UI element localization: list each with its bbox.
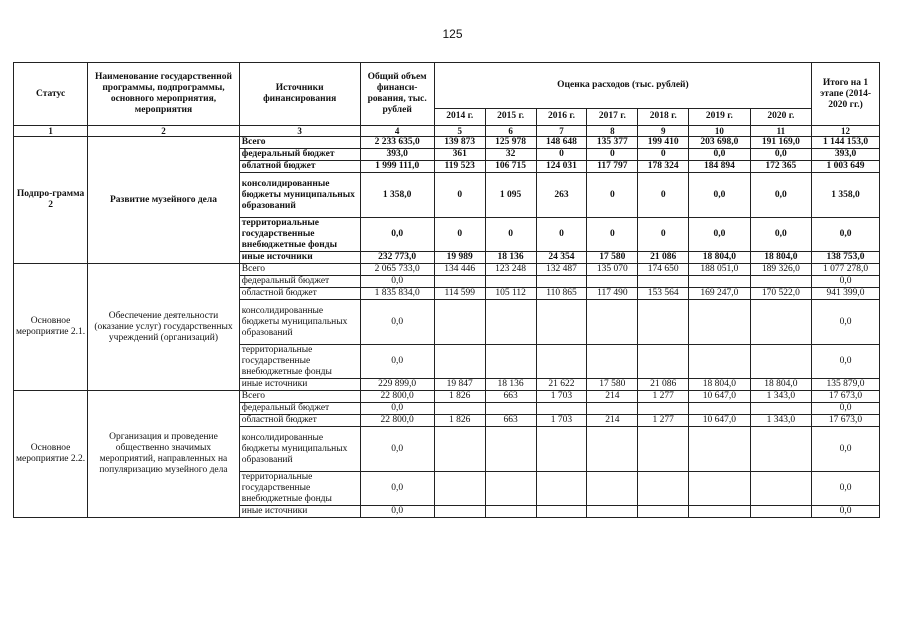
year-value (434, 427, 485, 472)
year-value (638, 427, 689, 472)
stage-total-value: 135 879,0 (812, 379, 880, 391)
year-value: 135 377 (587, 137, 638, 149)
year-value (434, 472, 485, 506)
funding-source: Всего (239, 264, 360, 276)
year-value (750, 472, 811, 506)
year-value (587, 506, 638, 518)
year-value: 148 648 (536, 137, 587, 149)
year-value (689, 506, 750, 518)
year-value: 199 410 (638, 137, 689, 149)
year-value: 178 324 (638, 161, 689, 173)
column-number: 10 (689, 126, 750, 137)
year-value: 191 169,0 (750, 137, 811, 149)
year-value (638, 472, 689, 506)
year-value: 0,0 (689, 149, 750, 161)
year-value (750, 276, 811, 288)
year-value (536, 427, 587, 472)
block-name: Развитие музейного дела (88, 137, 240, 264)
column-number: 8 (587, 126, 638, 137)
year-value: 0 (638, 218, 689, 252)
year-value: 124 031 (536, 161, 587, 173)
year-value: 32 (485, 149, 536, 161)
header-total: Общий объем финанси-рования, тыс. рублей (360, 63, 434, 126)
year-value: 19 989 (434, 252, 485, 264)
stage-total-value: 17 673,0 (812, 415, 880, 427)
year-value: 106 715 (485, 161, 536, 173)
year-value: 0,0 (750, 173, 811, 218)
year-value: 0,0 (689, 173, 750, 218)
funding-source: областной бюджет (239, 288, 360, 300)
year-value: 0 (638, 149, 689, 161)
year-value (434, 276, 485, 288)
year-value (587, 345, 638, 379)
total-value: 0,0 (360, 218, 434, 252)
year-value (485, 403, 536, 415)
stage-total-value: 1 077 278,0 (812, 264, 880, 276)
funding-source: облатной бюджет (239, 161, 360, 173)
column-number: 5 (434, 126, 485, 137)
stage-total-value: 393,0 (812, 149, 880, 161)
funding-source: консолидированные бюджеты муниципальных образований (239, 300, 360, 345)
funding-source: иные источники (239, 379, 360, 391)
year-value: 361 (434, 149, 485, 161)
year-value: 125 978 (485, 137, 536, 149)
year-value: 0 (536, 149, 587, 161)
year-value (638, 345, 689, 379)
stage-total-value: 138 753,0 (812, 252, 880, 264)
year-value: 0,0 (750, 218, 811, 252)
block-name: Обеспечение деятельности (оказание услуг) государственных учреждений (организаций) (88, 264, 240, 391)
column-number: 4 (360, 126, 434, 137)
year-value: 18 136 (485, 379, 536, 391)
year-value: 0 (587, 218, 638, 252)
year-value: 184 894 (689, 161, 750, 173)
year-value: 18 804,0 (750, 379, 811, 391)
table-row (14, 391, 880, 403)
year-value (485, 427, 536, 472)
total-value: 0,0 (360, 276, 434, 288)
block-status: Основное мероприятие 2.2. (14, 391, 88, 518)
year-value: 1 277 (638, 391, 689, 403)
year-value (485, 345, 536, 379)
year-value: 1 703 (536, 391, 587, 403)
year-value: 10 647,0 (689, 391, 750, 403)
header-year: 2019 г. (689, 108, 750, 125)
year-value: 0 (434, 218, 485, 252)
total-value: 1 835 834,0 (360, 288, 434, 300)
year-value: 114 599 (434, 288, 485, 300)
year-value: 172 365 (750, 161, 811, 173)
total-value: 0,0 (360, 345, 434, 379)
year-value: 189 326,0 (750, 264, 811, 276)
column-number: 12 (812, 126, 880, 137)
expense-table (13, 62, 880, 518)
year-value (536, 276, 587, 288)
year-value: 21 086 (638, 252, 689, 264)
year-value: 0 (587, 149, 638, 161)
year-value: 21 086 (638, 379, 689, 391)
column-number: 11 (750, 126, 811, 137)
stage-total-value: 0,0 (812, 472, 880, 506)
header-name: Наименование государственной программы, подпрограммы, основного мероприятия, мероприятия (88, 63, 240, 126)
header-year: 2018 г. (638, 108, 689, 125)
year-value (536, 403, 587, 415)
stage-total-value: 0,0 (812, 300, 880, 345)
stage-total-value: 0,0 (812, 276, 880, 288)
column-number: 1 (14, 126, 88, 137)
funding-source: федеральный бюджет (239, 276, 360, 288)
total-value: 0,0 (360, 300, 434, 345)
year-value: 214 (587, 391, 638, 403)
column-number: 9 (638, 126, 689, 137)
page-number: 125 (442, 27, 463, 41)
funding-source: консолидированные бюджеты муниципальных образований (239, 173, 360, 218)
year-value: 0 (536, 218, 587, 252)
total-value: 0,0 (360, 427, 434, 472)
stage-total-value: 0,0 (812, 345, 880, 379)
funding-source: территориальные государственные внебюджетные фонды (239, 218, 360, 252)
year-value: 18 804,0 (689, 252, 750, 264)
year-value: 174 650 (638, 264, 689, 276)
year-value (689, 472, 750, 506)
year-value: 117 490 (587, 288, 638, 300)
year-value (434, 345, 485, 379)
year-value (587, 472, 638, 506)
header-estimate: Оценка расходов (тыс. рублей) (434, 63, 811, 109)
year-value: 135 070 (587, 264, 638, 276)
block-name: Организация и проведение общественно значимых мероприятий, направленных на популяризацию музейного дела (88, 391, 240, 518)
year-value (587, 276, 638, 288)
total-value: 22 800,0 (360, 391, 434, 403)
year-value: 18 804,0 (689, 379, 750, 391)
year-value (485, 472, 536, 506)
total-value: 2 233 635,0 (360, 137, 434, 149)
total-value: 1 358,0 (360, 173, 434, 218)
stage-total-value: 1 003 649 (812, 161, 880, 173)
header-year: 2015 г. (485, 108, 536, 125)
table-row (14, 137, 880, 149)
year-value (750, 427, 811, 472)
year-value (536, 472, 587, 506)
column-number: 3 (239, 126, 360, 137)
year-value: 19 847 (434, 379, 485, 391)
block-status: Основное мероприятие 2.1. (14, 264, 88, 391)
funding-source: иные источники (239, 506, 360, 518)
year-value (485, 276, 536, 288)
year-value: 1 826 (434, 415, 485, 427)
year-value: 203 698,0 (689, 137, 750, 149)
funding-source: консолидированные бюджеты муниципальных образований (239, 427, 360, 472)
year-value: 139 873 (434, 137, 485, 149)
year-value: 18 136 (485, 252, 536, 264)
funding-source: территориальные государственные внебюджетные фонды (239, 472, 360, 506)
year-value: 153 564 (638, 288, 689, 300)
stage-total-value: 941 399,0 (812, 288, 880, 300)
funding-source: Всего (239, 137, 360, 149)
column-number: 7 (536, 126, 587, 137)
year-value (750, 300, 811, 345)
year-value (587, 300, 638, 345)
year-value: 110 865 (536, 288, 587, 300)
year-value (689, 345, 750, 379)
year-value (587, 427, 638, 472)
year-value: 17 580 (587, 379, 638, 391)
column-number-row (14, 126, 880, 137)
year-value: 170 522,0 (750, 288, 811, 300)
year-value: 21 622 (536, 379, 587, 391)
year-value (536, 506, 587, 518)
year-value (536, 300, 587, 345)
year-value (638, 300, 689, 345)
year-value (638, 276, 689, 288)
year-value: 0 (434, 173, 485, 218)
header-source: Источники финансирования (239, 63, 360, 126)
funding-source: территориальные государственные внебюджетные фонды (239, 345, 360, 379)
year-value (689, 276, 750, 288)
year-value (485, 506, 536, 518)
total-value: 229 899,0 (360, 379, 434, 391)
year-value: 663 (485, 391, 536, 403)
year-value (689, 403, 750, 415)
year-value: 123 248 (485, 264, 536, 276)
funding-source: федеральный бюджет (239, 403, 360, 415)
header-status: Статус (14, 63, 88, 126)
stage-total-value: 0,0 (812, 506, 880, 518)
year-value (750, 345, 811, 379)
year-value (689, 427, 750, 472)
total-value: 232 773,0 (360, 252, 434, 264)
year-value (689, 300, 750, 345)
total-value: 393,0 (360, 149, 434, 161)
year-value (587, 403, 638, 415)
year-value: 132 487 (536, 264, 587, 276)
year-value (750, 403, 811, 415)
stage-total-value: 1 144 153,0 (812, 137, 880, 149)
total-value: 0,0 (360, 472, 434, 506)
year-value: 169 247,0 (689, 288, 750, 300)
block-status: Подпро-грамма 2 (14, 137, 88, 264)
year-value: 663 (485, 415, 536, 427)
stage-total-value: 0,0 (812, 427, 880, 472)
funding-source: областной бюджет (239, 415, 360, 427)
year-value: 119 523 (434, 161, 485, 173)
year-value: 24 354 (536, 252, 587, 264)
year-value: 0 (638, 173, 689, 218)
year-value: 0,0 (689, 218, 750, 252)
year-value (536, 345, 587, 379)
year-value: 105 112 (485, 288, 536, 300)
total-value: 0,0 (360, 506, 434, 518)
year-value: 10 647,0 (689, 415, 750, 427)
column-number: 2 (88, 126, 240, 137)
total-value: 1 999 111,0 (360, 161, 434, 173)
year-value: 1 277 (638, 415, 689, 427)
year-value: 0,0 (750, 149, 811, 161)
year-value: 1 826 (434, 391, 485, 403)
year-value (434, 506, 485, 518)
header-year: 2016 г. (536, 108, 587, 125)
funding-source: Всего (239, 391, 360, 403)
year-value: 1 095 (485, 173, 536, 218)
year-value: 0 (485, 218, 536, 252)
year-value: 134 446 (434, 264, 485, 276)
total-value: 0,0 (360, 403, 434, 415)
stage-total-value: 1 358,0 (812, 173, 880, 218)
header-stage-total: Итого на 1 этапе (2014-2020 гг.) (812, 63, 880, 126)
funding-source: федеральный бюджет (239, 149, 360, 161)
total-value: 22 800,0 (360, 415, 434, 427)
year-value (434, 300, 485, 345)
year-value: 188 051,0 (689, 264, 750, 276)
year-value: 18 804,0 (750, 252, 811, 264)
header-year: 2017 г. (587, 108, 638, 125)
stage-total-value: 0,0 (812, 218, 880, 252)
year-value (434, 403, 485, 415)
year-value: 263 (536, 173, 587, 218)
year-value (750, 506, 811, 518)
year-value (638, 506, 689, 518)
year-value: 117 797 (587, 161, 638, 173)
year-value: 17 580 (587, 252, 638, 264)
stage-total-value: 17 673,0 (812, 391, 880, 403)
funding-source: иные источники (239, 252, 360, 264)
year-value: 214 (587, 415, 638, 427)
header-year: 2014 г. (434, 108, 485, 125)
year-value: 1 343,0 (750, 391, 811, 403)
stage-total-value: 0,0 (812, 403, 880, 415)
year-value (485, 300, 536, 345)
year-value: 1 703 (536, 415, 587, 427)
year-value: 0 (587, 173, 638, 218)
column-number: 6 (485, 126, 536, 137)
table-row (14, 264, 880, 276)
total-value: 2 065 733,0 (360, 264, 434, 276)
header-year: 2020 г. (750, 108, 811, 125)
year-value (638, 403, 689, 415)
year-value: 1 343,0 (750, 415, 811, 427)
